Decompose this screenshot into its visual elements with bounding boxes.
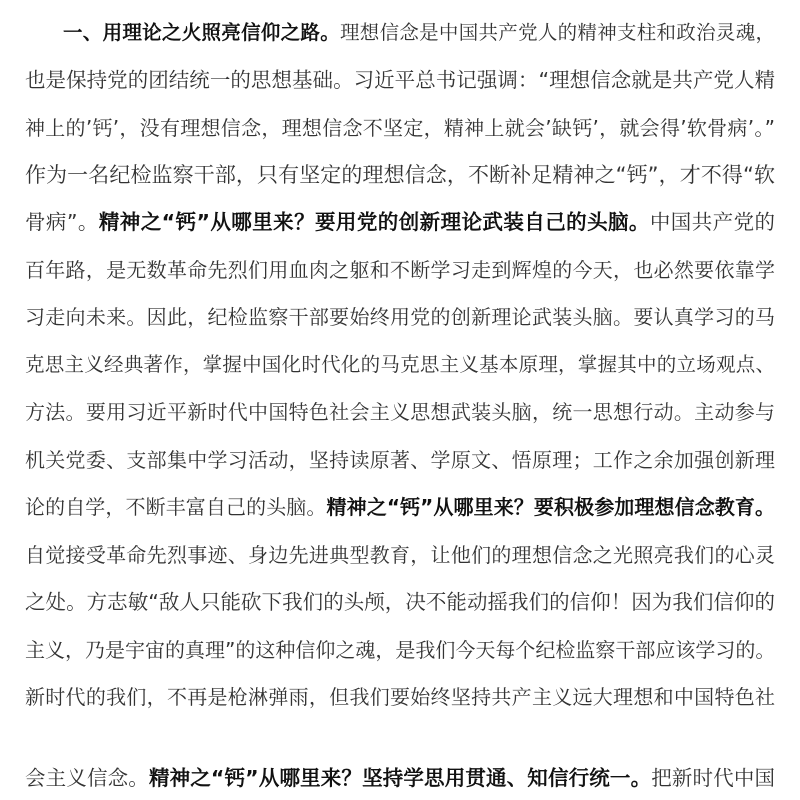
body-text: 机关党委、支部集中学习活动，坚持读原著、学原文、悟原理；工作之余加强创新理 bbox=[25, 448, 775, 472]
text-line bbox=[25, 350, 775, 380]
body-text: 神上的’钙’，没有理想信念，理想信念不坚定，精神上就会’缺钙’，就会得’软骨病’。” bbox=[25, 116, 775, 140]
text-line bbox=[25, 207, 775, 237]
body-text: 新时代的我们，不再是枪淋弹雨，但我们要始终坚持共产主义远大理想和中国特色社 bbox=[25, 685, 775, 709]
text-line bbox=[25, 682, 775, 712]
text-line bbox=[25, 540, 775, 570]
text-line bbox=[63, 18, 775, 48]
bold-heading-text: 精神之“钙”从哪里来？要积极参加理想信念教育。 bbox=[326, 495, 776, 519]
body-text: 论的自学，不断丰富自己的头脑。 bbox=[25, 495, 327, 519]
text-line bbox=[25, 255, 775, 285]
text-line bbox=[25, 587, 775, 617]
body-text: 百年路，是无数革命先烈们用血肉之躯和不断学习走到辉煌的今天，也必然要依靠学 bbox=[25, 258, 775, 282]
body-text: 中国共产党的 bbox=[649, 210, 776, 234]
text-line bbox=[25, 113, 775, 143]
text-line bbox=[25, 65, 775, 95]
body-text: 自觉接受革命先烈事迹、身边先进典型教育，让他们的理想信念之光照亮我们的心灵 bbox=[25, 543, 775, 567]
bold-heading-text: 精神之“钙”从哪里来？坚持学思用贯通、知信行统一。 bbox=[148, 766, 652, 790]
text-line bbox=[25, 445, 775, 475]
body-text: 习走向未来。因此，纪检监察干部要始终用党的创新理论武装头脑。要认真学习的马 bbox=[25, 305, 775, 329]
text-line bbox=[25, 635, 775, 665]
body-text: 把新时代中国 bbox=[651, 766, 776, 790]
body-text: 会主义信念。 bbox=[25, 766, 149, 790]
bold-heading-text: 一、用理论之火照亮信仰之路。 bbox=[63, 21, 340, 44]
text-line bbox=[25, 160, 775, 190]
body-text: 骨病”。 bbox=[25, 210, 99, 234]
text-line bbox=[25, 397, 775, 427]
body-text: 克思主义经典著作，掌握中国化时代化的马克思主义基本原理，掌握其中的立场观点、 bbox=[25, 353, 775, 376]
text-line bbox=[25, 763, 775, 793]
bold-heading-text: 精神之“钙”从哪里来？要用党的创新理论武装自己的头脑。 bbox=[98, 210, 650, 234]
body-text: 作为一名纪检监察干部，只有坚定的理想信念，不断补足精神之“钙”，才不得“软 bbox=[25, 163, 775, 187]
text-line bbox=[25, 492, 775, 522]
body-text: 主义，乃是宇宙的真理”的这种信仰之魂，是我们今天每个纪检监察干部应该学习的。 bbox=[25, 638, 776, 662]
body-text: 之处。方志敏“敌人只能砍下我们的头颅，决不能动摇我们的信仰！因为我们信仰的 bbox=[25, 590, 775, 614]
body-text: 理想信念是中国共产党人的精神支柱和政治灵魂， bbox=[340, 21, 775, 44]
body-text: 也是保持党的团结统一的思想基础。习近平总书记强调：“理想信念就是共产党人精 bbox=[25, 68, 775, 92]
body-text: 方法。要用习近平新时代中国特色社会主义思想武装头脑，统一思想行动。主动参与 bbox=[25, 400, 775, 424]
text-line bbox=[25, 302, 775, 332]
